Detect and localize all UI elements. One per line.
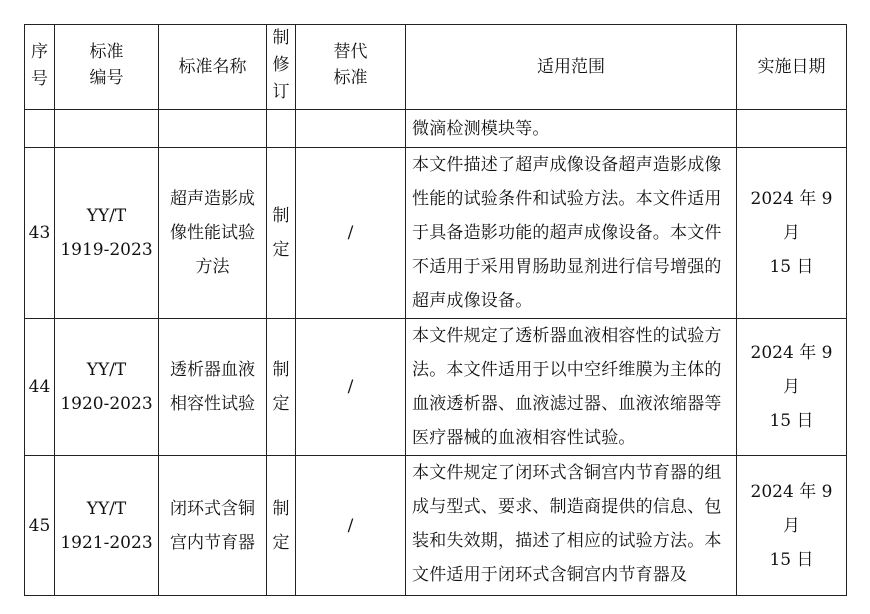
scope-text: 本文件规定了透析器血液相容性的试验方法。本文件适用于以中空纤维膜为主体的血液透析器、血液滤过器、血液浓缩器等医疗器械的血液相容性试验。 xyxy=(406,319,737,456)
scope-text-body: 本文件规定了闭环式含铜宫内节育器的组成与型式、要求、制造商提供的信息、包装和失效期，描述了相应的试验方法。本文件适用于闭环式含铜宫内节育器及 xyxy=(412,463,722,585)
header-revise-label: 制修订 xyxy=(272,28,290,102)
standard-name: 透析器血液相容性试验 xyxy=(159,319,267,456)
replaced-standard: / xyxy=(296,319,406,456)
effective-date xyxy=(737,456,847,596)
revise-type xyxy=(267,148,296,319)
header-date xyxy=(737,25,847,110)
header-row xyxy=(25,25,847,110)
table-row xyxy=(25,148,847,319)
standard-code-number: 1919-2023 xyxy=(60,240,153,260)
effective-date-day: 15 日 xyxy=(769,549,814,570)
row-number: 44 xyxy=(25,319,55,456)
table-row xyxy=(25,456,847,596)
standard-code xyxy=(55,319,159,456)
effective-date-month: 2024 年 9 月 xyxy=(750,481,833,536)
standard-name: 闭环式含铜宫内节育器 xyxy=(159,456,267,596)
effective-date-day: 15 日 xyxy=(769,411,814,431)
effective-date xyxy=(737,148,847,319)
standard-code xyxy=(55,148,159,319)
revise-type-label: 制定 xyxy=(272,206,290,260)
continuation-row xyxy=(25,110,847,148)
continuation-scope: 微滴检测模块等。 xyxy=(406,110,737,148)
header-no xyxy=(25,25,55,110)
header-scope-label: 适用范围 xyxy=(537,57,605,77)
effective-date-month: 2024 年 9 月 xyxy=(750,343,833,397)
header-date-label: 实施日期 xyxy=(757,57,826,77)
effective-date-month: 2024 年 9 月 xyxy=(750,189,833,243)
header-scope xyxy=(406,25,737,110)
standard-code-prefix: YY/T xyxy=(86,206,127,226)
standard-code-number: 1920-2023 xyxy=(60,394,153,414)
revise-type-label: 制定 xyxy=(272,498,290,553)
header-revise xyxy=(267,25,296,110)
table-row xyxy=(25,319,847,456)
scope-text xyxy=(406,456,737,596)
standards-table xyxy=(24,24,847,596)
standard-name: 超声造影成像性能试验方法 xyxy=(159,148,267,319)
header-replace xyxy=(296,25,406,110)
row-number: 43 xyxy=(25,148,55,319)
header-name xyxy=(159,25,267,110)
header-replace-label: 替代标准 xyxy=(333,42,368,88)
effective-date xyxy=(737,319,847,456)
standard-code-number: 1921-2023 xyxy=(60,532,153,553)
effective-date-day: 15 日 xyxy=(769,257,814,277)
standard-code-prefix: YY/T xyxy=(86,498,127,519)
scope-text: 本文件描述了超声成像设备超声造影成像性能的试验条件和试验方法。本文件适用于具备造影功能的超声成像设备。本文件不适用于采用胃肠助显剂进行信号增强的超声成像设备。 xyxy=(406,148,737,319)
header-code xyxy=(55,25,159,110)
header-name-label: 标准名称 xyxy=(178,57,247,77)
revise-type xyxy=(267,319,296,456)
revise-type-label: 制定 xyxy=(272,360,290,414)
row-number: 45 xyxy=(25,456,55,596)
header-no-label: 序号 xyxy=(31,41,48,89)
standard-code-prefix: YY/T xyxy=(86,360,127,380)
header-code-label: 标准编号 xyxy=(89,42,124,88)
revise-type xyxy=(267,456,296,596)
standard-code xyxy=(55,456,159,596)
replaced-standard: / xyxy=(296,456,406,596)
replaced-standard: / xyxy=(296,148,406,319)
